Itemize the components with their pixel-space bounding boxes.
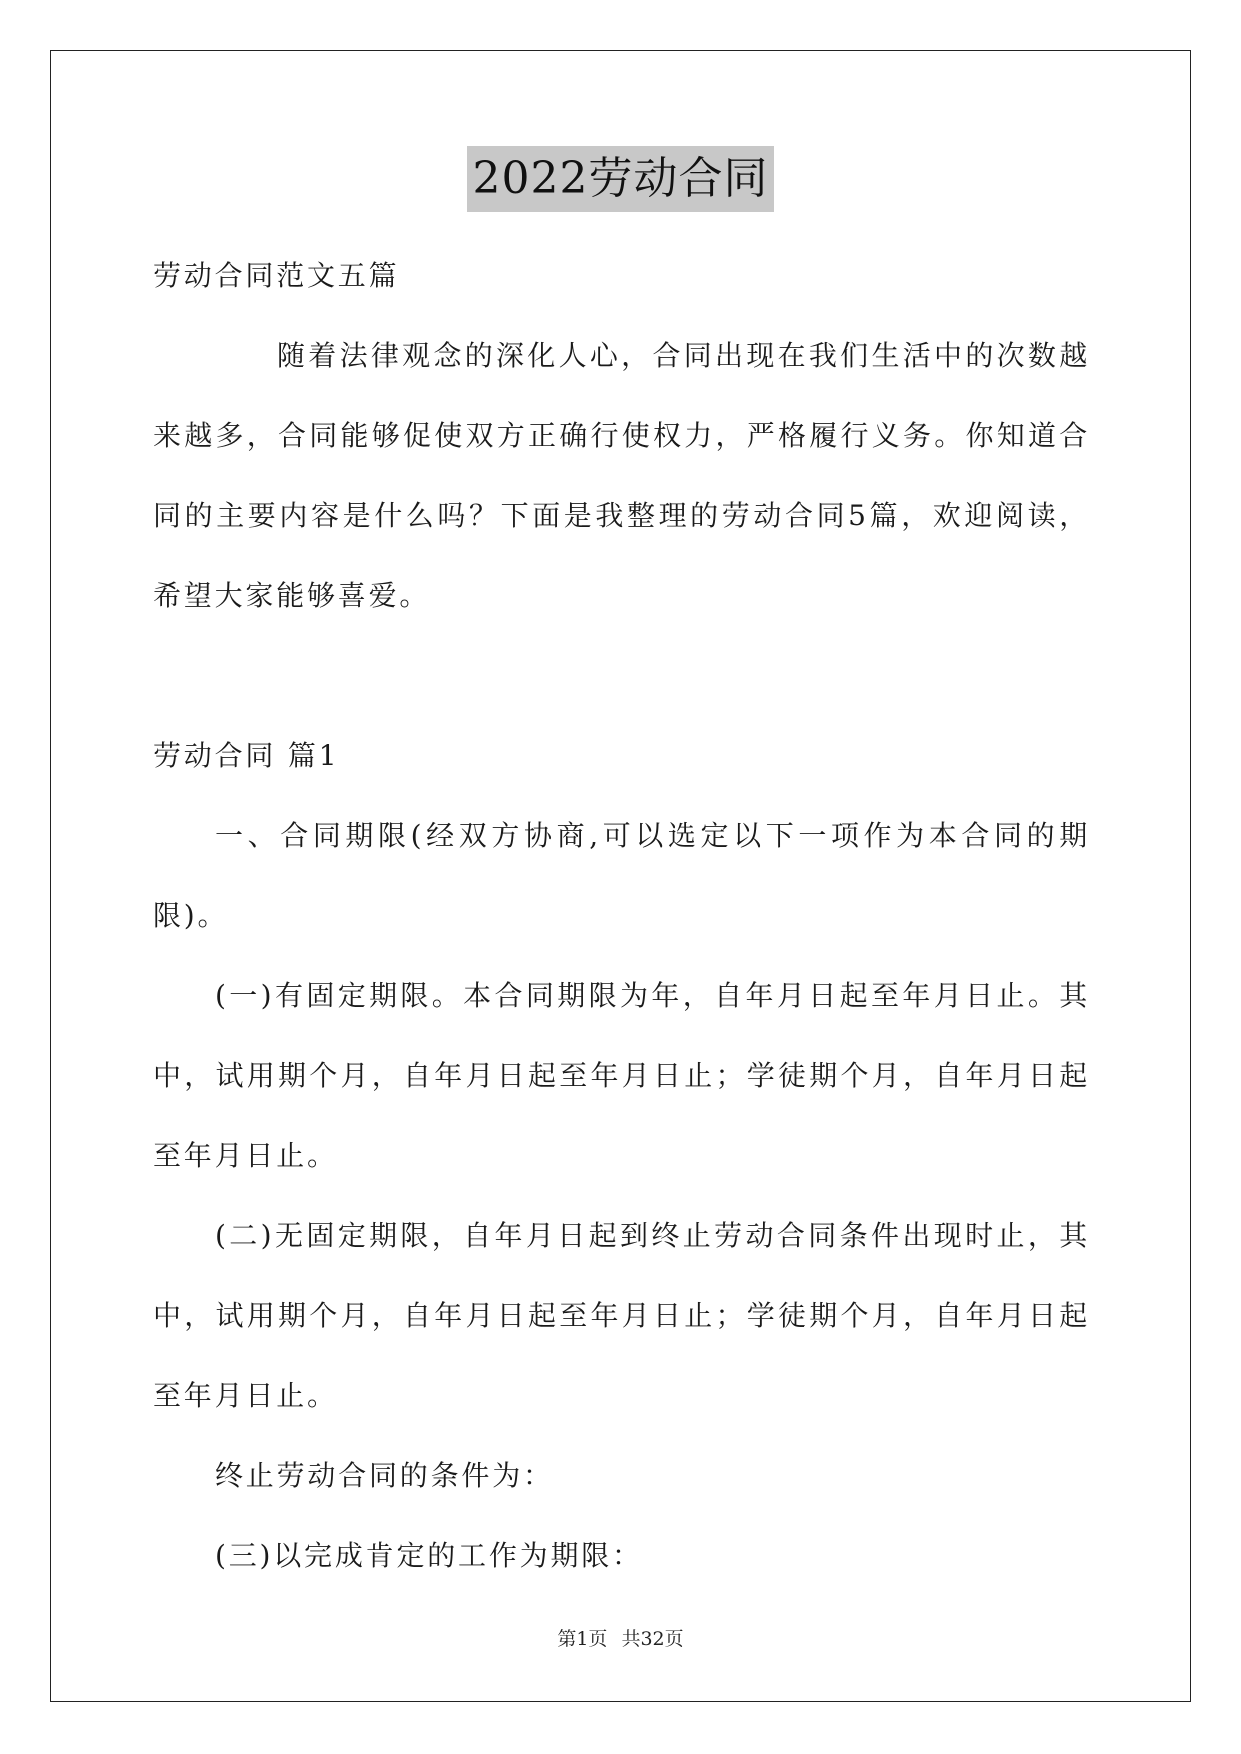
document-body <box>153 236 1090 1596</box>
page-number: 第1页 <box>557 1628 608 1650</box>
title-container <box>0 146 1241 212</box>
termination-conditions: 终止劳动合同的条件为： <box>215 1459 554 1492</box>
spacer <box>153 636 1090 716</box>
section-heading: 劳动合同 篇1 <box>153 739 340 772</box>
subtitle: 劳动合同范文五篇 <box>153 259 400 292</box>
page-footer <box>0 1627 1241 1651</box>
document-title: 2022劳动合同 <box>467 146 775 212</box>
total-pages: 共32页 <box>621 1628 684 1650</box>
clause-1-1: (一)有固定期限。本合同期限为年，自年月日起至年月日止。其中，试用期个月，自年月日起至年月日止；学徒期个月，自年月日起至年月日止。 <box>153 979 1090 1172</box>
clause-1: 一、合同期限(经双方协商,可以选定以下一项作为本合同的期限)。 <box>153 819 1090 932</box>
clause-1-3: (三)以完成肯定的工作为期限： <box>215 1539 643 1572</box>
clause-1-2: (二)无固定期限，自年月日起到终止劳动合同条件出现时止，其中，试用期个月，自年月日起至年月日止；学徒期个月，自年月日起至年月日止。 <box>153 1219 1090 1412</box>
intro-paragraph: 随着法律观念的深化人心，合同出现在我们生活中的次数越来越多，合同能够促使双方正确行使权力，严格履行义务。你知道合同的主要内容是什么吗？下面是我整理的劳动合同5篇，欢迎阅读，希望大家能够喜爱。 <box>153 339 1090 612</box>
